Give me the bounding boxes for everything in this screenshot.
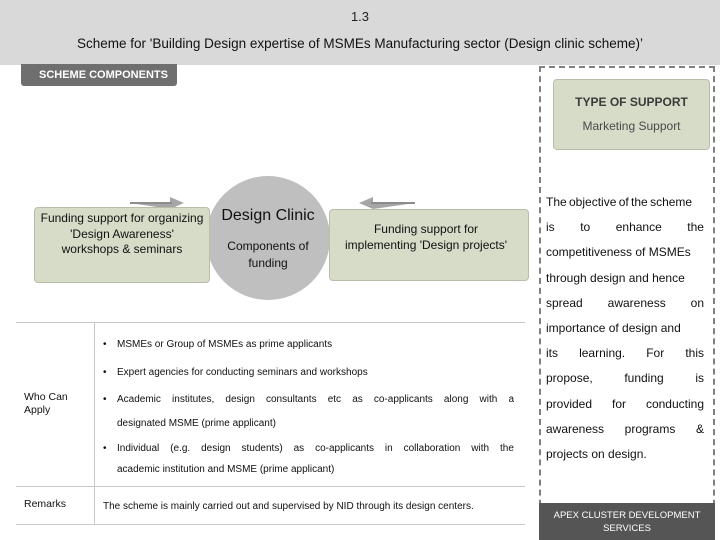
footer-line-1: APEX CLUSTER DEVELOPMENT bbox=[553, 510, 701, 521]
bullet-word: co-applicants bbox=[315, 443, 374, 454]
objective-word: the bbox=[687, 220, 704, 235]
objective-line: projects on design. bbox=[546, 446, 647, 461]
table-divider bbox=[16, 486, 525, 487]
page-title: Scheme for 'Building Design expertise of MSMEs Manufacturing sector (Design clinic scheme)’ bbox=[76, 36, 644, 51]
objective-word: this bbox=[685, 346, 704, 361]
bullet-dot-icon: • bbox=[103, 367, 107, 378]
objective-word: for bbox=[611, 396, 626, 411]
remarks-label: Remarks bbox=[24, 498, 67, 510]
applicant-bullet-3 bbox=[117, 394, 514, 405]
applicant-bullet-1: MSMEs or Group of MSMEs as prime applicants bbox=[117, 339, 333, 350]
funding-projects-text: Funding support for implementing 'Design projects' bbox=[345, 222, 507, 252]
type-of-support-box bbox=[553, 79, 710, 150]
objective-line bbox=[546, 291, 704, 316]
bullet-word: consultants bbox=[266, 394, 317, 405]
objective-word: learning. bbox=[579, 346, 626, 361]
bullet-word: collaboration bbox=[403, 443, 461, 454]
type-of-support-title: TYPE OF SUPPORT bbox=[575, 95, 688, 109]
objective-line bbox=[546, 366, 704, 391]
objective-word: awareness bbox=[607, 295, 666, 310]
bullet-word: a bbox=[508, 394, 514, 405]
funding-awareness-text: Funding support for organizing 'Design Awareness' workshops & seminars bbox=[40, 211, 204, 256]
objective-line: The objective of the scheme bbox=[546, 195, 693, 209]
objective-word: is bbox=[546, 220, 555, 235]
bullet-dot-icon: • bbox=[103, 443, 107, 454]
bullet-word: (e.g. bbox=[170, 443, 191, 454]
objective-line bbox=[546, 341, 704, 366]
objective-word: For bbox=[646, 346, 665, 361]
bullet-word: in bbox=[384, 443, 393, 454]
slide-number: 1.3 bbox=[350, 9, 370, 24]
design-clinic-title: Design Clinic bbox=[221, 207, 315, 224]
remarks-text: The scheme is mainly carried out and supervised by NID through its design centers. bbox=[103, 501, 474, 512]
footer-badge bbox=[539, 503, 715, 540]
objective-line bbox=[546, 392, 704, 417]
table-column-divider bbox=[94, 322, 95, 524]
bullet-word: co-applicants bbox=[373, 394, 433, 405]
objective-word: spread bbox=[546, 295, 583, 310]
bullet-word: students) bbox=[241, 443, 283, 454]
bullet-word: design bbox=[201, 443, 231, 454]
applicant-bullet-4-cont: academic institution and MSME (prime applicant) bbox=[117, 464, 335, 475]
bullet-word: with bbox=[471, 443, 490, 454]
who-can-apply-label: Who Can Apply bbox=[24, 391, 68, 416]
bullet-word: with bbox=[479, 394, 498, 405]
table-top-border bbox=[16, 322, 525, 323]
objective-word: conducting bbox=[645, 396, 704, 411]
bullet-word: Academic bbox=[117, 394, 161, 405]
bullet-word: etc bbox=[327, 394, 342, 405]
objective-word: awareness bbox=[546, 421, 605, 436]
bullet-word: as bbox=[352, 394, 363, 405]
objective-word: to bbox=[580, 220, 591, 235]
bullet-dot-icon: • bbox=[103, 394, 107, 405]
bullet-word: along bbox=[443, 394, 469, 405]
applicant-bullet-2: Expert agencies for conducting seminars and workshops bbox=[117, 367, 368, 378]
scheme-components-tab: SCHEME COMPONENTS bbox=[21, 64, 177, 86]
objective-text bbox=[546, 190, 704, 467]
objective-line: through design and hence bbox=[546, 270, 685, 285]
bullet-word: design bbox=[225, 394, 255, 405]
type-of-support-value: Marketing Support bbox=[582, 119, 681, 133]
objective-word: funding bbox=[624, 371, 664, 386]
objective-word: provided bbox=[546, 396, 593, 411]
objective-line bbox=[546, 417, 704, 442]
objective-word: its bbox=[546, 346, 558, 361]
footer-line-2: SERVICES bbox=[603, 522, 651, 534]
table-bottom-border bbox=[16, 524, 525, 525]
objective-word: on bbox=[690, 295, 704, 310]
applicant-bullet-3-cont: designated MSME (prime applicant) bbox=[117, 418, 276, 429]
objective-word: & bbox=[695, 421, 704, 436]
objective-word: is bbox=[695, 371, 704, 386]
design-clinic-subtitle: Components of funding bbox=[227, 239, 309, 270]
bullet-word: institutes, bbox=[172, 394, 215, 405]
objective-word: propose, bbox=[546, 371, 593, 386]
bullet-word: as bbox=[293, 443, 305, 454]
bullet-dot-icon: • bbox=[103, 339, 107, 350]
objective-line: importance of design and bbox=[546, 320, 681, 335]
objective-word: programs bbox=[624, 421, 676, 436]
bullet-word: the bbox=[499, 443, 514, 454]
objective-line: competitiveness of MSMEs bbox=[546, 245, 691, 260]
objective-word: enhance bbox=[615, 220, 662, 235]
bullet-word: Individual bbox=[117, 443, 160, 454]
applicant-bullet-4 bbox=[117, 443, 514, 454]
objective-line bbox=[546, 215, 704, 240]
